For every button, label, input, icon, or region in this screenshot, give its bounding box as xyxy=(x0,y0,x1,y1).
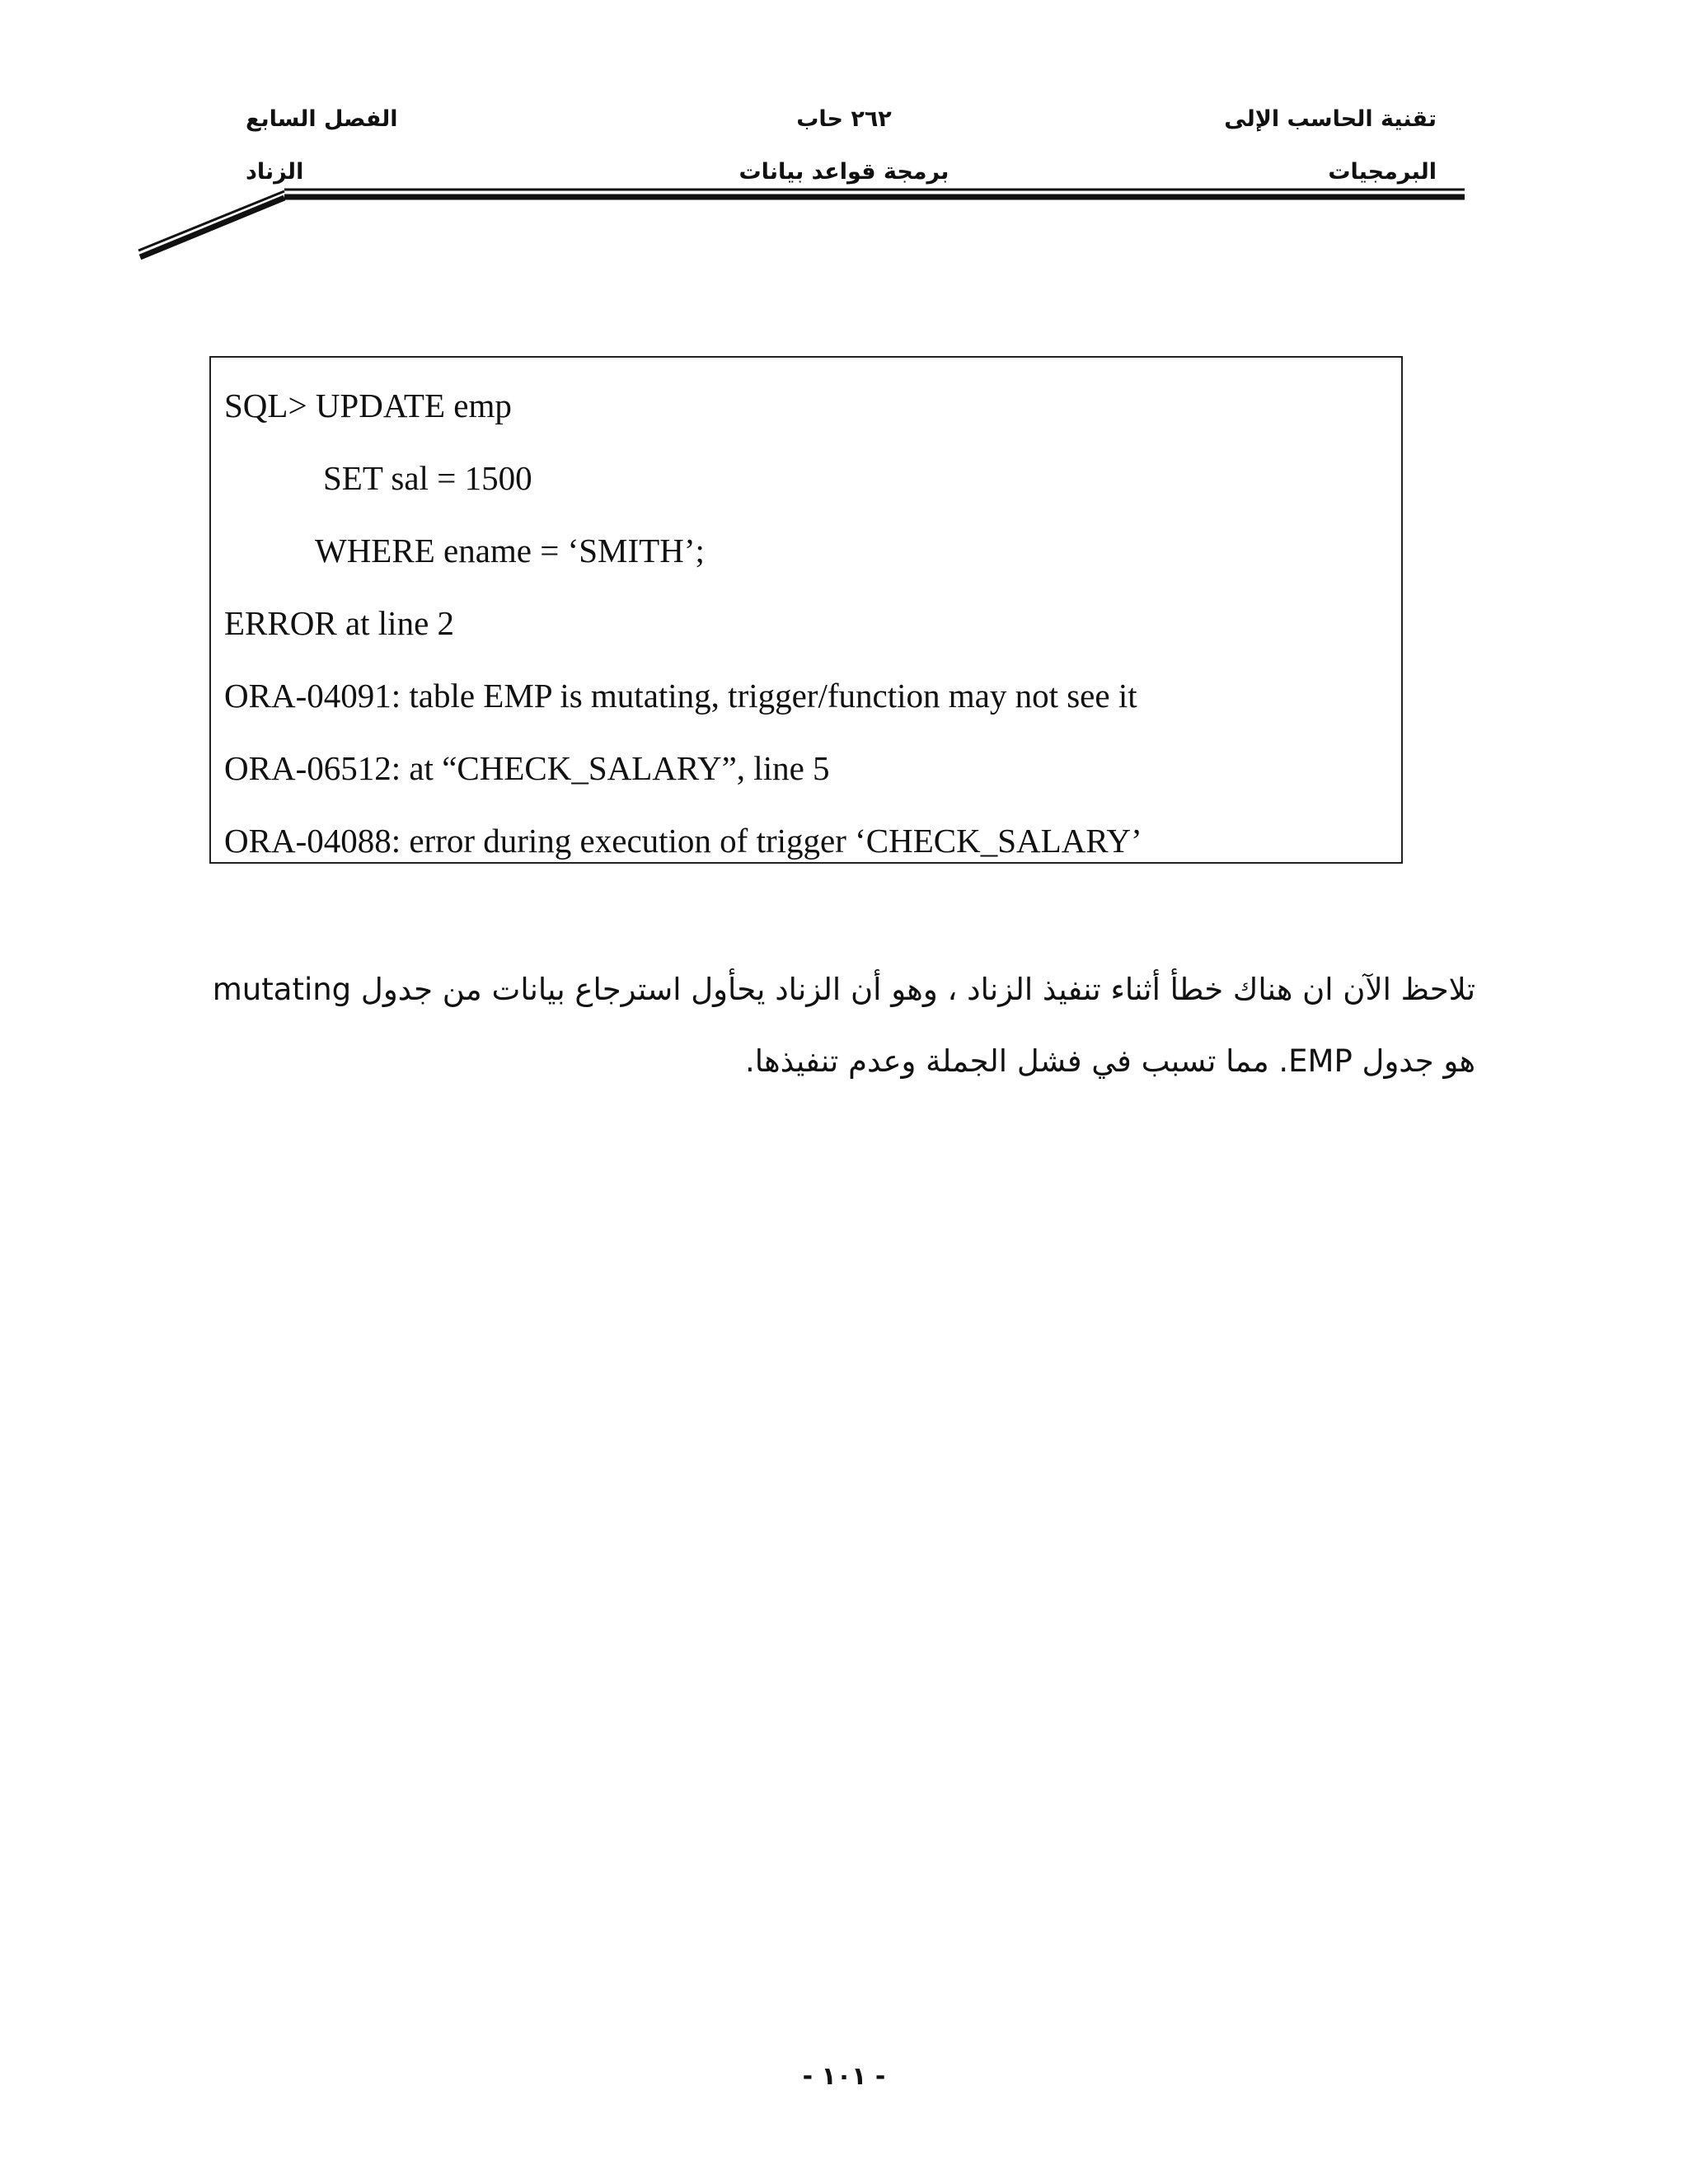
page-number: - ١٠١ - xyxy=(802,2062,886,2091)
header-chapter-title: الزناد xyxy=(246,159,304,185)
code-line: SET sal = 1500 xyxy=(323,459,532,497)
header-rule xyxy=(0,0,1688,280)
code-line: ORA-06512: at “CHECK_SALARY”, line 5 xyxy=(224,749,830,787)
code-line: WHERE ename = ‘SMITH’; xyxy=(315,532,705,569)
header-department: البرمجيات xyxy=(1328,159,1437,185)
code-line: ORA-04088: error during execution of trigger ‘CHECK_SALARY’ xyxy=(224,822,1142,860)
code-line: SQL> UPDATE emp xyxy=(224,387,512,424)
code-line: ORA-04091: table EMP is mutating, trigger/function may not see it xyxy=(224,677,1137,715)
code-line: ERROR at line 2 xyxy=(224,604,455,642)
sql-output-box xyxy=(209,356,1403,864)
header-course-code: ٢٦٢ حاب xyxy=(796,106,892,132)
header-course-title: تقنية الحاسب الإلى xyxy=(1224,106,1437,132)
header-course-name: برمجة قواعد بيانات xyxy=(738,159,950,185)
header-chapter: الفصل السابع xyxy=(246,106,398,132)
paragraph-line: هو جدول EMP. مما تسبب في فشل الجملة وعدم تنفيذها. xyxy=(745,1043,1475,1079)
paragraph-line: تلاحظ الآن ان هناك خطأ أثناء تنفيذ الزناد ، وهو أن الزناد يحأول استرجاع بيانات من جدول mutating xyxy=(212,972,1475,1007)
